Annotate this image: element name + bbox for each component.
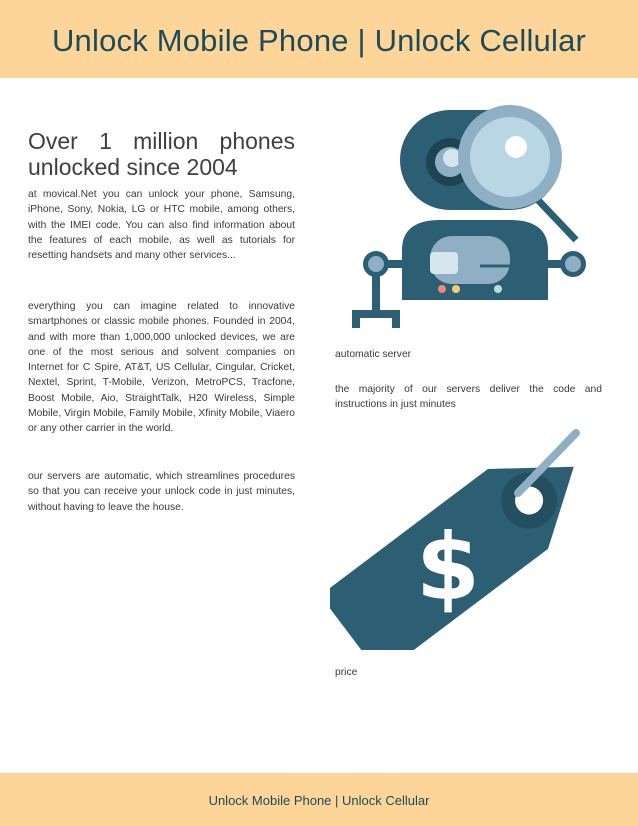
robot-icon (340, 100, 600, 345)
price-caption: price (335, 667, 358, 678)
header-band (0, 0, 638, 78)
carriers-paragraph: everything you can imagine related to innovative smartphones or classic mobile phones. Founded in 2004, and with more than 1,000,000 unlocked devices, we are one of the most serious and solvent companies on Internet for C Spire, AT&T, US Cellular, Cingular, Cricket, Nextel, Sprint, T-Mobile, Verizon, MetroPCS, Tracfone, Boost Mobile, Aio, StraightTalk, H20 Wireless, Simple Mobile, Virgin Mobile, Family Mobile, Xfinity Mobile, Viaero or any other carrier in the world. (28, 301, 295, 435)
price-tag-icon (330, 425, 600, 650)
intro-paragraph: at movical.Net you can unlock your phone, Samsung, iPhone, Sony, Nokia, LG or HTC mobile, among others, with the IMEI code. You can also find information about the features of each mobile, as well as tutorials for resetting handsets and many other services... (28, 189, 295, 262)
svg-text:$: $ (416, 514, 481, 622)
server-description: the majority of our servers deliver the code and instructions in just minutes (335, 384, 602, 410)
page-title: Unlock Mobile Phone | Unlock Cellular (51, 23, 587, 58)
footer-band (0, 773, 638, 826)
intro-section (28, 128, 295, 513)
server-caption: automatic server (335, 349, 412, 360)
footer-title: Unlock Mobile Phone | Unlock Cellular (208, 793, 430, 808)
headline: Over 1 million phones unlocked since 2004 (28, 128, 295, 180)
servers-paragraph: our servers are automatic, which streamlines procedures so that you can receive your unlock code in just minutes, without having to leave the house. (28, 471, 295, 513)
